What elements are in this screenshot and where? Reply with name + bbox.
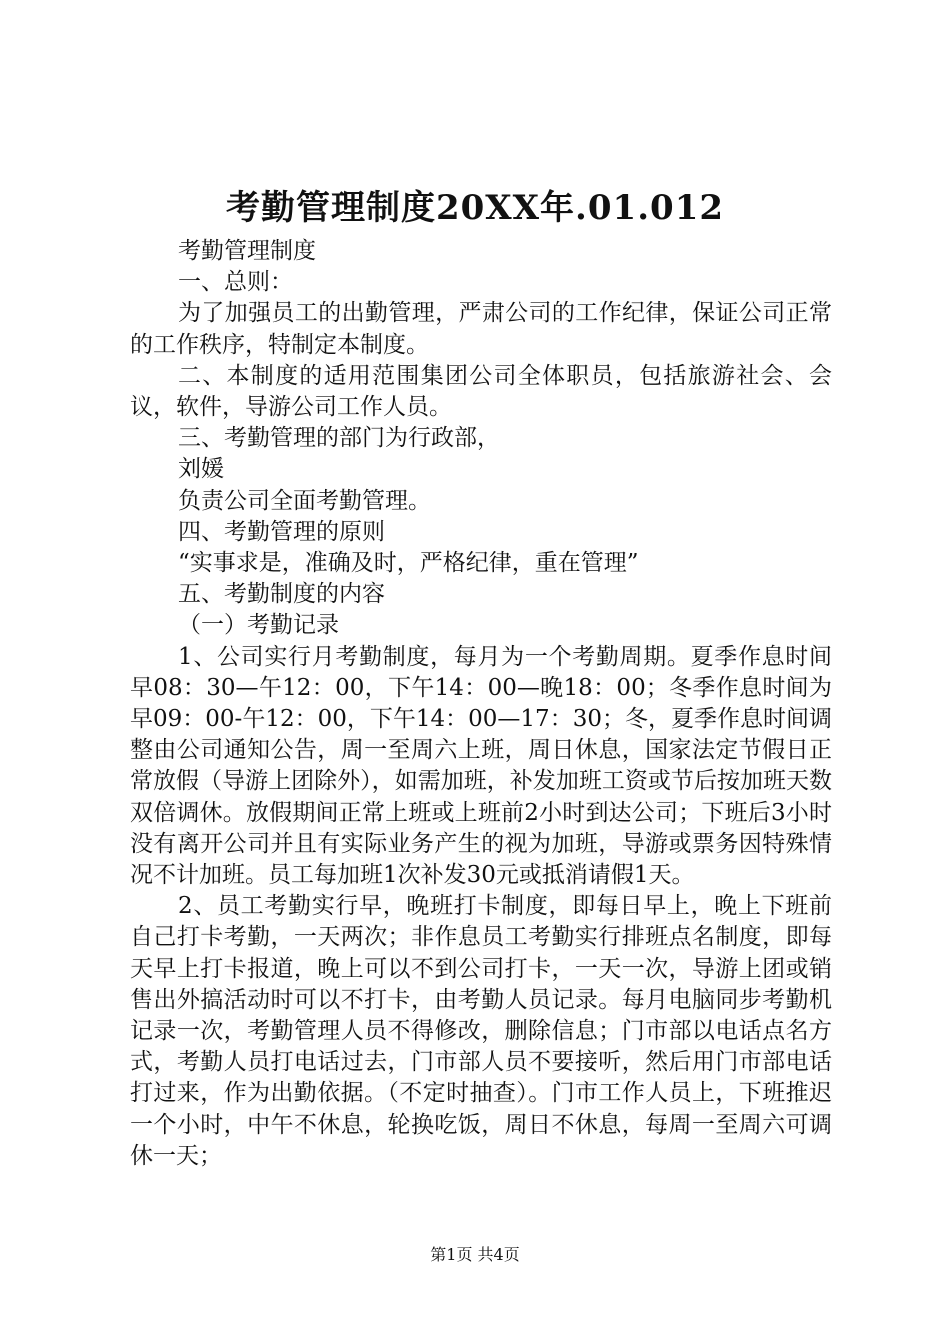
paragraph-person: 刘媛: [178, 456, 224, 483]
paragraph-rule-1: 1、公司实行月考勤制度，每月为一个考勤周期。夏季作息时间早08：30—午12：00，下午14：00—晚18：00；冬季作息时间为早09：00-午12：00，下午14：00—17：30；冬，夏季作息时间调整由公司通知公告，周一至周六上班，周日休息，国家法定节假日正常放假（导游上团除外），如需加班，补发加班工资或节后按加班天数双倍调休。放假期间正常上班或上班前2小时到达公司；下班后3小时没有离开公司并且有实际业务产生的视为加班，导游或票务因特殊情况不计加班。员工每加班1次补发30元或抵消请假1天。: [130, 643, 832, 889]
paragraph-scope: 二、本制度的适用范围集团公司全体职员，包括旅游社会、会议，软件，导游公司工作人员。: [130, 362, 832, 421]
page-footer: 第1页 共4页: [430, 1245, 520, 1264]
paragraph-purpose: 为了加强员工的出勤管理，严肃公司的工作纪律，保证公司正常的工作秩序，特制定本制度。: [130, 300, 832, 358]
paragraph-responsibility: 负责公司全面考勤管理。: [178, 487, 431, 514]
paragraph-rule-2: 2、员工考勤实行早，晚班打卡制度，即每日早上，晚上下班前自己打卡考勤，一天两次；非作息员工考勤实行排班点名制度，即每天早上打卡报道，晚上可以不到公司打卡，一天一次，导游上团或销售出外搞活动时可以不打卡，由考勤人员记录。每月电脑同步考勤机记录一次，考勤管理人员不得修改，删除信息；门市部以电话点名方式，考勤人员打电话过去，门市部人员不要接听，然后用门市部电话打过来，作为出勤依据。（不定时抽查）。门市工作人员上，下班推迟一个小时，中午不休息，轮换吃饭，周日不休息，每周一至周六可调休一天；: [130, 893, 832, 1169]
paragraph-heading: 考勤管理制度: [178, 238, 316, 264]
paragraph-content-heading: 五、考勤制度的内容: [178, 581, 385, 608]
document-title: 考勤管理制度20XX年.01.012: [225, 188, 725, 228]
document-body: [130, 236, 832, 1172]
paragraph-records-heading: （一）考勤记录: [178, 612, 339, 639]
paragraph-principles-heading: 四、考勤管理的原则: [178, 518, 385, 545]
paragraph-general-principles: 一、总则：: [178, 269, 293, 296]
paragraph-principles-quote: “实事求是，准确及时，严格纪律，重在管理”: [178, 550, 639, 577]
paragraph-department: 三、考勤管理的部门为行政部，: [178, 425, 500, 452]
